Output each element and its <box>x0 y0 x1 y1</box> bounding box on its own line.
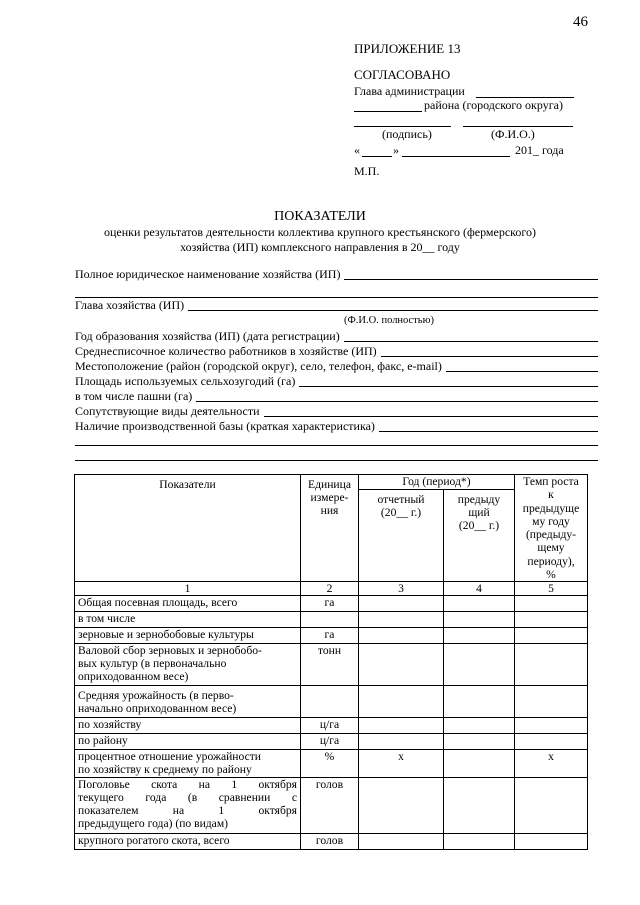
header-period: Год (период*) <box>359 475 515 490</box>
row-label: по району <box>75 734 301 750</box>
row-label: Средняя урожайность (в перво- начально оприходованном весе) <box>75 686 301 718</box>
row-value-reporting[interactable] <box>359 686 444 718</box>
field-area[interactable] <box>75 374 598 389</box>
indicators-table <box>74 474 588 850</box>
district-label: района (городского округа) <box>424 98 563 112</box>
table-row <box>75 834 588 850</box>
row-unit: тонн <box>301 644 359 686</box>
row-value-rate[interactable]: х <box>515 750 588 778</box>
row-value-reporting[interactable] <box>359 734 444 750</box>
year-label: 201_ года <box>515 143 564 157</box>
field-workers-label: Среднесписочное количество работников в хозяйстве (ИП) <box>75 344 377 358</box>
field-area-label: Площадь используемых сельхозугодий (га) <box>75 374 296 388</box>
row-unit: голов <box>301 778 359 834</box>
row-value-reporting[interactable] <box>359 778 444 834</box>
row-unit <box>301 612 359 628</box>
field-head-label: Глава хозяйства (ИП) <box>75 298 185 312</box>
table-row <box>75 612 588 628</box>
field-full-name-label: Полное юридическое наименование хозяйства (ИП) <box>75 267 341 281</box>
field-base[interactable] <box>75 419 598 434</box>
quote-close: » <box>393 143 399 157</box>
table-row <box>75 778 588 834</box>
field-arable-label: в том числе пашни (га) <box>75 389 193 403</box>
header-reporting: отчетный (20__ г.) <box>359 490 444 582</box>
header-unit: Единица измере- ния <box>301 475 359 582</box>
field-location-label: Местоположение (район (городской округ), село, телефон, факс, e-mail) <box>75 359 442 373</box>
row-value-previous[interactable] <box>444 596 515 612</box>
row-value-rate[interactable] <box>515 734 588 750</box>
row-value-rate[interactable] <box>515 718 588 734</box>
row-value-rate[interactable] <box>515 686 588 718</box>
row-value-reporting[interactable] <box>359 834 444 850</box>
row-unit: га <box>301 628 359 644</box>
field-arable[interactable] <box>75 389 598 404</box>
col-num-2: 2 <box>301 582 359 596</box>
row-label: процентное отношение урожайности по хозяйству к среднему по району <box>75 750 301 778</box>
field-activities-label: Сопутствующие виды деятельности <box>75 404 260 418</box>
signature-label: (подпись) <box>382 127 432 141</box>
field-head[interactable] <box>75 298 598 313</box>
page-number: 46 <box>573 14 588 30</box>
row-label: Общая посевная площадь, всего <box>75 596 301 612</box>
row-label: в том числе <box>75 612 301 628</box>
table-row <box>75 750 588 778</box>
row-label: по хозяйству <box>75 718 301 734</box>
row-unit <box>301 686 359 718</box>
month-line <box>402 156 510 157</box>
fio-label: (Ф.И.О.) <box>491 127 535 141</box>
row-unit: голов <box>301 834 359 850</box>
row-unit: ц/га <box>301 734 359 750</box>
header-indicators: Показатели <box>75 475 301 582</box>
row-value-rate[interactable] <box>515 596 588 612</box>
page-title: ПОКАЗАТЕЛИ <box>274 209 366 224</box>
row-label: Поголовье скота на 1 октября текущего года (в сравнении с показателем на 1 октября предыдущего года) (по видам) <box>75 778 301 834</box>
row-unit: га <box>301 596 359 612</box>
row-value-reporting[interactable] <box>359 718 444 734</box>
col-num-1: 1 <box>75 582 301 596</box>
stamp-label: М.П. <box>354 164 380 178</box>
district-line <box>354 111 422 112</box>
table-row <box>75 596 588 612</box>
field-full-name[interactable] <box>75 267 598 282</box>
field-base-line-3[interactable] <box>75 460 598 461</box>
head-admin-label: Глава администрации <box>354 84 465 98</box>
row-value-reporting[interactable] <box>359 596 444 612</box>
row-value-previous[interactable] <box>444 612 515 628</box>
head-note: (Ф.И.О. полностью) <box>344 315 434 326</box>
quote-open: « <box>354 143 360 157</box>
day-line <box>362 156 392 157</box>
col-num-3: 3 <box>359 582 444 596</box>
row-unit: % <box>301 750 359 778</box>
table-row <box>75 628 588 644</box>
row-value-reporting[interactable]: х <box>359 750 444 778</box>
field-workers[interactable] <box>75 344 598 359</box>
row-value-rate[interactable] <box>515 834 588 850</box>
row-label: крупного рогатого скота, всего <box>75 834 301 850</box>
field-base-line-2[interactable] <box>75 445 598 446</box>
row-value-previous[interactable] <box>444 834 515 850</box>
row-value-reporting[interactable] <box>359 628 444 644</box>
header-previous: предыду щий (20__ г.) <box>444 490 515 582</box>
field-location[interactable] <box>75 359 598 374</box>
row-value-previous[interactable] <box>444 750 515 778</box>
row-label: Валовой сбор зерновых и зернобобо- вых культур (в первоначально оприходованном весе) <box>75 644 301 686</box>
row-value-previous[interactable] <box>444 718 515 734</box>
row-value-previous[interactable] <box>444 628 515 644</box>
row-value-previous[interactable] <box>444 778 515 834</box>
col-num-4: 4 <box>444 582 515 596</box>
appendix-label: ПРИЛОЖЕНИЕ 13 <box>354 41 461 56</box>
table-row <box>75 644 588 686</box>
row-value-rate[interactable] <box>515 628 588 644</box>
row-value-rate[interactable] <box>515 644 588 686</box>
row-label: зерновые и зернобобовые культуры <box>75 628 301 644</box>
title-line-2: хозяйства (ИП) комплексного направления в 20__ году <box>180 240 460 254</box>
row-value-previous[interactable] <box>444 734 515 750</box>
row-value-previous[interactable] <box>444 686 515 718</box>
table-header-row <box>75 475 588 490</box>
field-year-founded[interactable] <box>75 329 598 344</box>
table-row <box>75 734 588 750</box>
field-activities[interactable] <box>75 404 598 419</box>
row-value-reporting[interactable] <box>359 644 444 686</box>
header-growth-rate: Темп роста к предыдуще му году (предыду- щему периоду), % <box>515 475 588 582</box>
row-unit: ц/га <box>301 718 359 734</box>
row-value-rate[interactable] <box>515 612 588 628</box>
field-base-label: Наличие производственной базы (краткая характеристика) <box>75 419 375 433</box>
table-row <box>75 686 588 718</box>
field-year-founded-label: Год образования хозяйства (ИП) (дата регистрации) <box>75 329 340 343</box>
row-value-rate[interactable] <box>515 778 588 834</box>
table-row <box>75 718 588 734</box>
row-value-previous[interactable] <box>444 644 515 686</box>
col-num-5: 5 <box>515 582 588 596</box>
title-line-1: оценки результатов деятельности коллектива крупного крестьянского (фермерского) <box>104 225 536 239</box>
row-value-reporting[interactable] <box>359 612 444 628</box>
column-numbers-row <box>75 582 588 596</box>
approved-label: СОГЛАСОВАНО <box>354 67 451 82</box>
